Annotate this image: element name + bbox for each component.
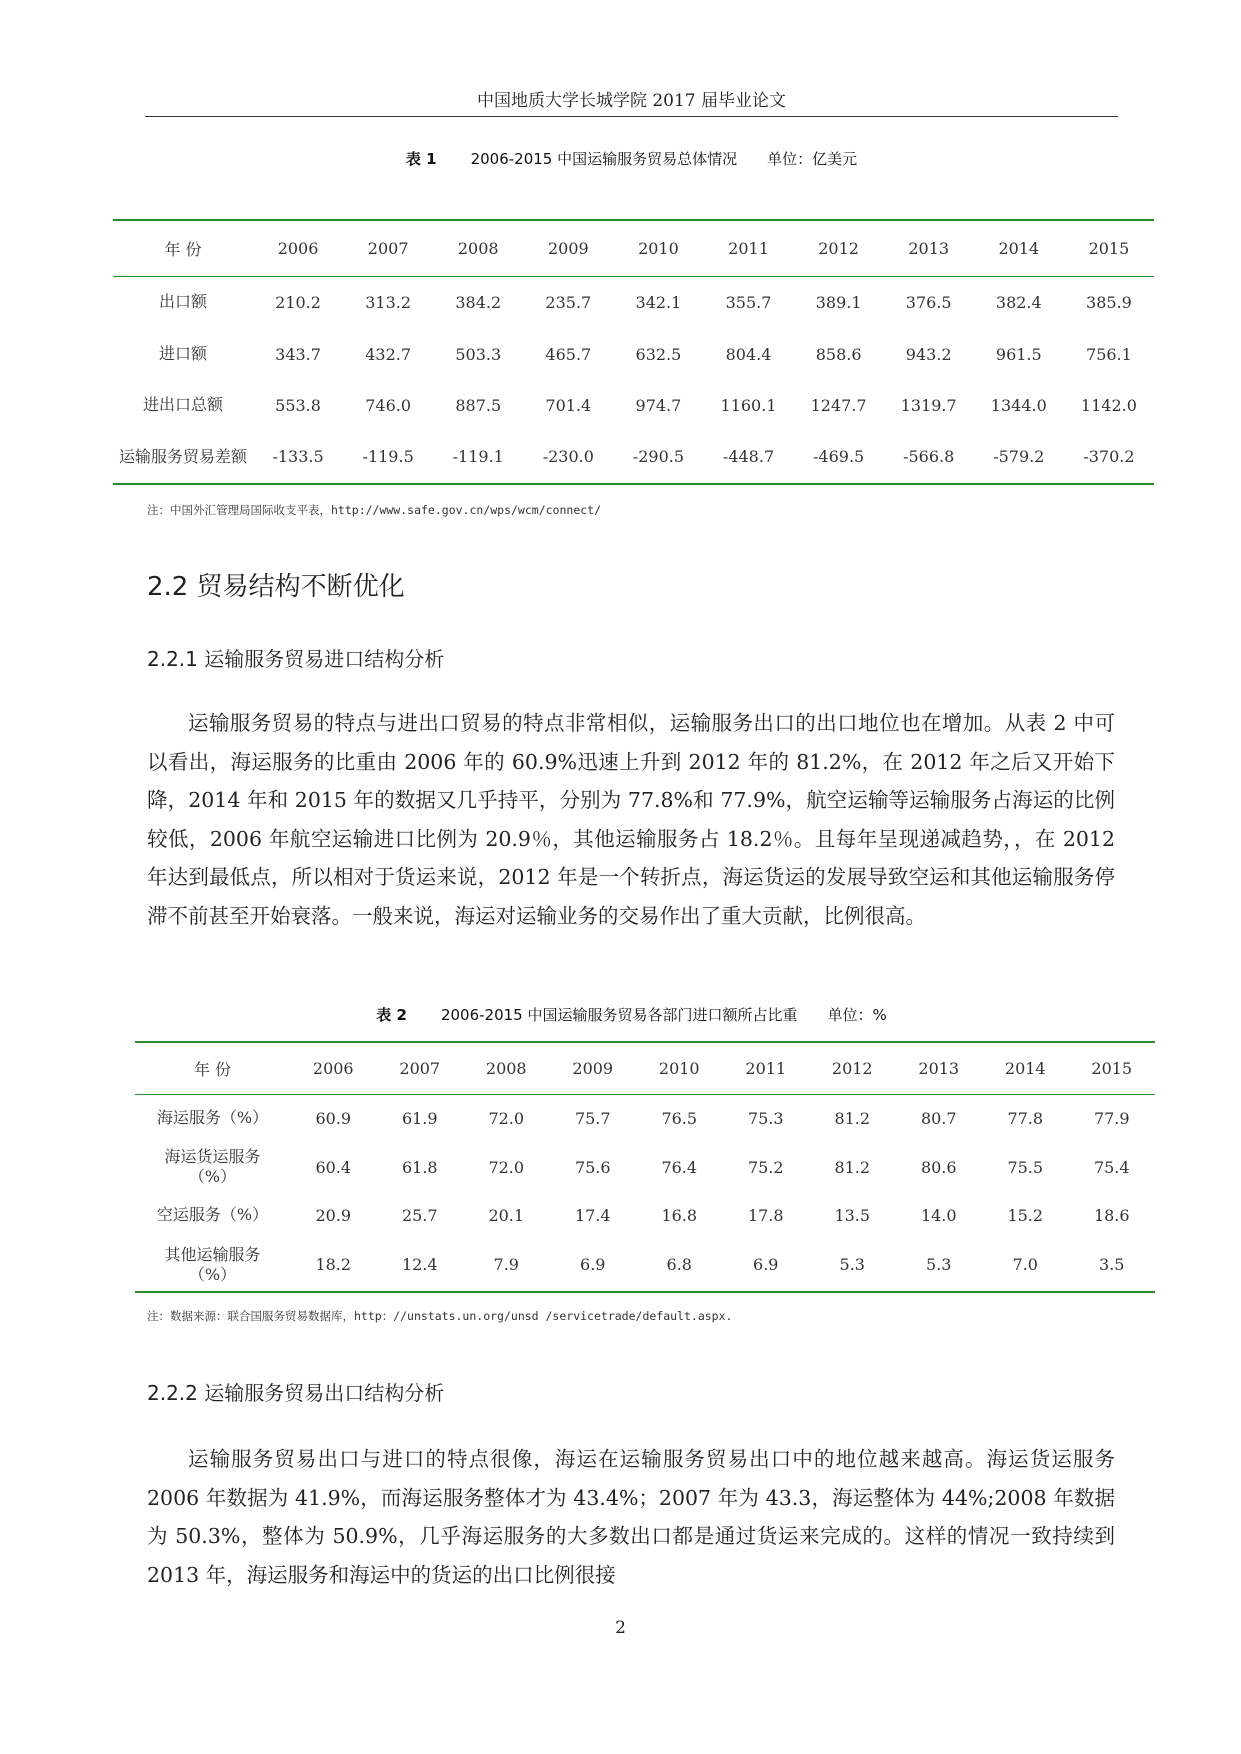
cell: 943.2: [905, 344, 952, 364]
cell: 17.4: [574, 1205, 611, 1225]
cell: 20.9: [315, 1205, 352, 1225]
table2-year: 2010: [658, 1058, 700, 1078]
table1-year: 2012: [818, 238, 859, 258]
cell: -119.1: [452, 447, 504, 466]
cell: 75.4: [1093, 1157, 1130, 1177]
cell: 804.4: [725, 344, 772, 364]
table-row: [113, 380, 1154, 430]
table2-header-label: 年 份: [193, 1059, 232, 1079]
cell: 355.7: [725, 292, 772, 312]
cell: 432.7: [365, 344, 412, 364]
table1-year: 2011: [728, 238, 769, 258]
table1-year: 2015: [1088, 238, 1130, 258]
header-title: 中国地质大学长城学院 2017 届毕业论文: [476, 91, 787, 111]
table2-year: 2013: [918, 1058, 960, 1078]
table1-header-label: 年 份: [164, 239, 202, 259]
cell: -133.5: [272, 447, 324, 466]
cell: 632.5: [635, 344, 682, 364]
cell: 77.9: [1093, 1108, 1130, 1128]
cell: 746.0: [365, 395, 412, 415]
cell: 313.2: [365, 292, 412, 312]
cell: 961.5: [995, 344, 1042, 364]
table2-header-row: [135, 1042, 1155, 1094]
table-row: [135, 1238, 1155, 1292]
cell: 342.1: [635, 292, 682, 312]
cell: 18.6: [1093, 1205, 1130, 1225]
row-label: 其他运输服务（%）: [164, 1244, 261, 1284]
cell: 72.0: [488, 1157, 525, 1177]
table2: [135, 1041, 1155, 1293]
cell: 887.5: [455, 395, 502, 415]
cell: 235.7: [545, 292, 592, 312]
cell: 17.8: [747, 1205, 784, 1225]
table2-year: 2008: [485, 1058, 527, 1078]
cell: -566.8: [903, 447, 955, 466]
cell: 1142.0: [1080, 395, 1137, 415]
table2-year: 2009: [572, 1058, 614, 1078]
cell: 81.2: [834, 1157, 871, 1177]
row-label: 海运服务（%）: [156, 1108, 269, 1128]
cell: 80.7: [920, 1108, 957, 1128]
table1-note: 注：中国外汇管理局国际收支平表，http://www.safe.gov.cn/wps/wcm/connect/: [147, 503, 602, 517]
cell: 210.2: [275, 292, 321, 312]
cell: 13.5: [834, 1205, 871, 1225]
cell: 1247.7: [810, 395, 867, 415]
cell: 7.9: [493, 1255, 519, 1274]
table2-year: 2015: [1091, 1058, 1133, 1078]
cell: 18.2: [315, 1255, 352, 1274]
table-row: [135, 1094, 1155, 1142]
table1-year: 2008: [457, 238, 499, 258]
cell: 75.5: [1007, 1157, 1044, 1177]
table-row: [113, 328, 1154, 380]
page-header: [145, 86, 1118, 117]
table2-year: 2011: [745, 1058, 787, 1078]
table2-note: 注：数据来源：联合国服务贸易数据库，http：//unstats.un.org/unsd /servicetrade/default.aspx.: [147, 1309, 733, 1323]
table-row: [113, 430, 1154, 484]
page-number: 2: [615, 1618, 626, 1638]
cell: 382.4: [995, 292, 1042, 312]
table1-year: 2006: [277, 238, 319, 258]
cell: 465.7: [545, 344, 592, 364]
cell: -579.2: [993, 447, 1045, 466]
table1-year: 2007: [367, 238, 409, 258]
cell: 61.9: [401, 1108, 438, 1128]
cell: 553.8: [275, 395, 321, 415]
cell: 61.8: [401, 1157, 438, 1177]
row-label: 空运服务（%）: [156, 1205, 269, 1224]
cell: 80.6: [920, 1157, 957, 1177]
body-paragraph: 运输服务贸易的特点与进出口贸易的特点非常相似，运输服务出口的出口地位也在增加。从表 2 中可以看出，海运服务的比重由 2006 年的 60.9%迅速上升到 2012 年的 81.2%，在 2012 年之后又开始下降，2014 年和 2015 年的数据又几乎持平，分别为 77.8%和 77.9%，航空运输等运输服务占海运的比例较低，2006 年航空运输进口比例为 20.9％，其他运输服务占 18.2％。且每年呈现递减趋势，，在 2012 年达到最低点，所以相对于货运来说，2012 年是一个转折点，海运货运的发展导致空运和其他运输服务停滞不前甚至开始衰落。一般来说，海运对运输业务的交易作出了重大贡献，比例很高。: [147, 711, 1115, 928]
cell: 503.3: [455, 344, 502, 364]
cell: 5.3: [839, 1255, 865, 1274]
table1-year: 2010: [638, 238, 679, 258]
table2-caption-label: 表 2: [376, 1006, 407, 1024]
cell: 12.4: [401, 1255, 438, 1274]
table2-caption: [145, 1004, 1118, 1025]
cell: 756.1: [1086, 344, 1132, 364]
table1: [113, 219, 1154, 485]
body-paragraph: 运输服务贸易出口与进口的特点很像，海运在运输服务贸易出口中的地位越来越高。海运货运服务 2006 年数据为 41.9%，而海运服务整体才为 43.4%；2007 年为 43.3，海运整体为 44%;2008 年数据为 50.3%，整体为 50.9%，几乎海运服务的大多数出口都是通过货运来完成的。这样的情况一致持续到 2013 年，海运服务和海运中的货运的出口比例很接: [147, 1447, 1115, 1587]
cell: -469.5: [813, 447, 865, 466]
cell: 81.2: [834, 1108, 871, 1128]
cell: 15.2: [1007, 1205, 1044, 1225]
cell: 343.7: [275, 344, 321, 364]
cell: 384.2: [455, 292, 502, 312]
table2-year: 2006: [312, 1058, 354, 1078]
cell: 1319.7: [900, 395, 957, 415]
subsection-heading: 2.2.1 运输服务贸易进口结构分析: [147, 647, 445, 671]
cell: 60.9: [315, 1108, 352, 1128]
cell: 75.6: [574, 1157, 611, 1177]
cell: 1344.0: [990, 395, 1047, 415]
cell: -370.2: [1083, 447, 1135, 466]
cell: 75.7: [574, 1108, 611, 1128]
cell: 77.8: [1007, 1108, 1044, 1128]
table1-year: 2014: [998, 238, 1040, 258]
row-label: 出口额: [158, 292, 207, 312]
cell: 376.5: [905, 292, 952, 312]
subsection-heading: 2.2.2 运输服务贸易出口结构分析: [147, 1381, 445, 1405]
cell: 76.5: [661, 1108, 698, 1128]
table-row: [135, 1192, 1155, 1238]
cell: 974.7: [635, 395, 682, 415]
cell: 6.8: [666, 1255, 692, 1274]
table1-caption-unit: 单位：亿美元: [767, 150, 858, 168]
row-label: 海运货运服务（%）: [164, 1147, 261, 1186]
cell: 6.9: [580, 1255, 606, 1274]
table1-caption: [145, 148, 1118, 169]
table-row: [113, 276, 1154, 328]
cell: -290.5: [632, 447, 685, 466]
cell: 25.7: [401, 1205, 438, 1225]
table-row: [135, 1142, 1155, 1192]
cell: 72.0: [488, 1108, 525, 1128]
cell: 14.0: [920, 1205, 957, 1225]
cell: 76.4: [661, 1157, 698, 1177]
cell: 858.6: [815, 344, 862, 364]
cell: 75.2: [747, 1157, 784, 1177]
cell: 75.3: [747, 1108, 784, 1128]
table1-header-row: [113, 220, 1154, 276]
table2-caption-title: 2006-2015 中国运输服务贸易各部门进口额所占比重: [440, 1006, 798, 1024]
row-label: 运输服务贸易差额: [118, 446, 247, 466]
cell: 5.3: [926, 1255, 952, 1274]
table2-caption-unit: 单位：%: [827, 1006, 887, 1024]
cell: 20.1: [488, 1205, 525, 1225]
cell: 1160.1: [720, 395, 777, 415]
cell: 60.4: [315, 1157, 352, 1177]
cell: 7.0: [1012, 1255, 1038, 1274]
row-label: 进口额: [158, 344, 207, 363]
cell: 6.9: [753, 1255, 779, 1274]
cell: -230.0: [542, 447, 594, 466]
cell: 3.5: [1099, 1255, 1125, 1274]
table1-caption-title: 2006-2015 中国运输服务贸易总体情况: [470, 150, 738, 168]
table1-caption-label: 表 1: [405, 150, 437, 168]
section-heading: 2.2 贸易结构不断优化: [147, 572, 405, 602]
cell: -448.7: [722, 447, 775, 466]
table1-year: 2013: [908, 238, 950, 258]
row-label: 进出口总额: [142, 395, 223, 414]
cell: -119.5: [362, 447, 414, 466]
cell: 701.4: [545, 395, 592, 415]
table2-year: 2014: [1004, 1058, 1046, 1078]
table1-year: 2009: [547, 238, 589, 258]
cell: 385.9: [1086, 292, 1132, 312]
table2-year: 2012: [831, 1058, 873, 1078]
table2-year: 2007: [399, 1058, 441, 1078]
cell: 16.8: [661, 1205, 698, 1225]
cell: 389.1: [815, 292, 862, 312]
